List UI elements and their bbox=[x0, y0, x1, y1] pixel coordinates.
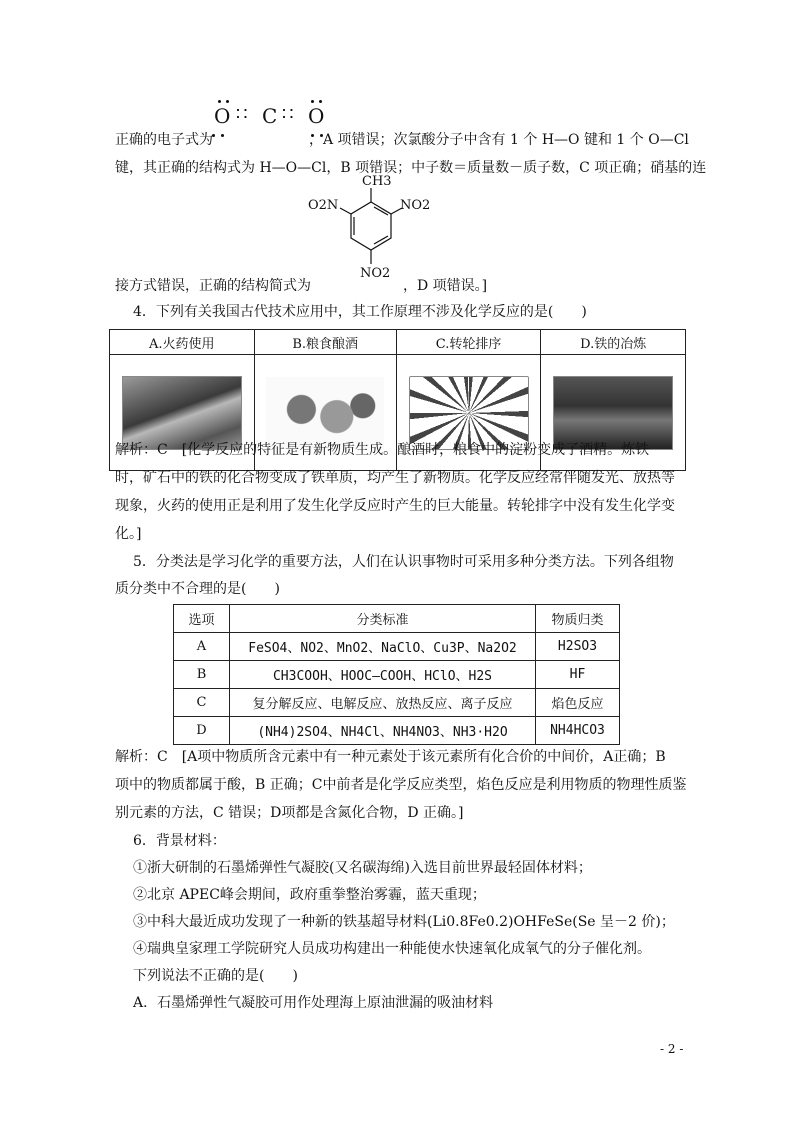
q6-item-3: ③中科大最近成功发现了一种新的铁基超导材料(Li0.8Fe0.2)OHFeSe(Se 呈－2 价)； bbox=[133, 914, 675, 930]
q4-analysis-1: 解析：C [化学反应的特征是有新物质生成。酿酒时，粮食中的淀粉变成了酒精。炼铁 bbox=[115, 442, 650, 458]
row-d-standard: (NH4)2SO4、NH4Cl、NH4NO3、NH3·H2O bbox=[230, 717, 536, 745]
q5-analysis-2: 项中的物质都属于酸，B 正确；C中前者是化学反应类型，焰色反应是利用物质的物理性质鉴 bbox=[115, 777, 687, 793]
lewis-dot bbox=[319, 100, 322, 103]
wine-brewing-image bbox=[266, 377, 384, 449]
q3-line-2: 键，其正确的结构式为 H—O—Cl，B 项错误；中子数＝质量数－质子数，C 项正确；硝基的连 bbox=[115, 160, 707, 176]
q3-line-1: 正确的电子式为 ，A 项错误；次氯酸分子中含有 1 个 H—O 键和 1 个 O—Cl bbox=[115, 132, 689, 148]
ch3-label: CH3 bbox=[362, 174, 392, 189]
lewis-o-right: O bbox=[308, 104, 325, 128]
q4-stem: 4．下列有关我国古代技术应用中，其工作原理不涉及化学反应的是( ) bbox=[133, 304, 587, 320]
q6-item-1: ①浙大研制的石墨烯弹性气凝胶(又名碳海绵)入选目前世界最轻固体材料； bbox=[133, 860, 592, 876]
row-a-standard: FeSO4、NO2、MnO2、NaClO、Cu3P、Na2O2 bbox=[230, 633, 536, 661]
q6-item-4: ④瑞典皇家理工学院研究人员成功构建出一种能使水快速氧化成氧气的分子催化剂。 bbox=[133, 941, 651, 957]
no2-right-label: NO2 bbox=[400, 198, 431, 213]
row-b-option: B bbox=[174, 661, 230, 689]
q4-analysis-2: 时，矿石中的铁的化合物变成了铁单质，均产生了新物质。化学反应经常伴随发光、放热等 bbox=[115, 470, 675, 486]
option-c-label: C.转轮排序 bbox=[396, 330, 541, 355]
q6-item-2: ②北京 APEC峰会期间，政府重拳整治雾霾，蓝天重现； bbox=[133, 887, 486, 903]
lewis-bond-right: ∷ bbox=[282, 104, 294, 125]
lewis-dot bbox=[226, 100, 229, 103]
page-number: - 2 - bbox=[660, 1042, 684, 1056]
lewis-bond-left: ∷ bbox=[236, 104, 248, 125]
row-c-option: C bbox=[174, 689, 230, 717]
q5-stem-1: 5．分类法是学习化学的重要方法，人们在认识事物时可采用多种分类方法。下列各组物 bbox=[133, 554, 674, 570]
q5-stem-2: 质分类中不合理的是( ) bbox=[115, 581, 280, 597]
no2-left-label: O2N bbox=[308, 198, 339, 213]
header-option: 选项 bbox=[174, 605, 230, 633]
row-a-class: H2SO3 bbox=[536, 633, 620, 661]
option-d-label: D.铁的冶炼 bbox=[541, 330, 686, 355]
q5-analysis-1: 解析：C [A项中物质所含元素中有一种元素处于该元素所有化合价的中间价，A正确；B bbox=[115, 749, 666, 765]
tnt-structure bbox=[308, 174, 438, 290]
row-c-class: 焰色反应 bbox=[536, 689, 620, 717]
row-d-option: D bbox=[174, 717, 230, 745]
q6-option-a: A．石墨烯弹性气凝胶可用作处理海上原油泄漏的吸油材料 bbox=[133, 995, 494, 1011]
row-d-class: NH4HCO3 bbox=[536, 717, 620, 745]
q6-stem: 6．背景材料： bbox=[133, 833, 226, 849]
row-b-class: HF bbox=[536, 661, 620, 689]
lewis-dot bbox=[218, 100, 221, 103]
q4-analysis-4: 化。] bbox=[115, 526, 142, 542]
q6-question: 下列说法不正确的是( ) bbox=[133, 968, 298, 984]
option-b-label: B.粮食酿酒 bbox=[254, 330, 396, 355]
row-c-standard: 复分解反应、电解反应、放热反应、离子反应 bbox=[230, 689, 536, 717]
lewis-o-left: O bbox=[214, 104, 231, 128]
lewis-c: C bbox=[262, 104, 278, 128]
row-b-standard: CH3COOH、HOOC—COOH、HClO、H2S bbox=[230, 661, 536, 689]
q3-line-3: 接方式错误，正确的结构简式为 ，D 项错误。] bbox=[115, 278, 488, 294]
option-a-label: A.火药使用 bbox=[110, 330, 255, 355]
header-standard: 分类标准 bbox=[230, 605, 536, 633]
no2-bottom-label: NO2 bbox=[360, 266, 391, 281]
q5-classification-table bbox=[173, 604, 620, 745]
header-class: 物质归类 bbox=[536, 605, 620, 633]
row-a-option: A bbox=[174, 633, 230, 661]
lewis-dot bbox=[311, 100, 314, 103]
q4-analysis-3: 现象，火药的使用正是利用了发生化学反应时产生的巨大能量。转轮排字中没有发生化学变 bbox=[115, 498, 675, 514]
q5-analysis-3: 别元素的方法，C 错误；D项都是含氮化合物，D 正确。] bbox=[115, 805, 464, 821]
